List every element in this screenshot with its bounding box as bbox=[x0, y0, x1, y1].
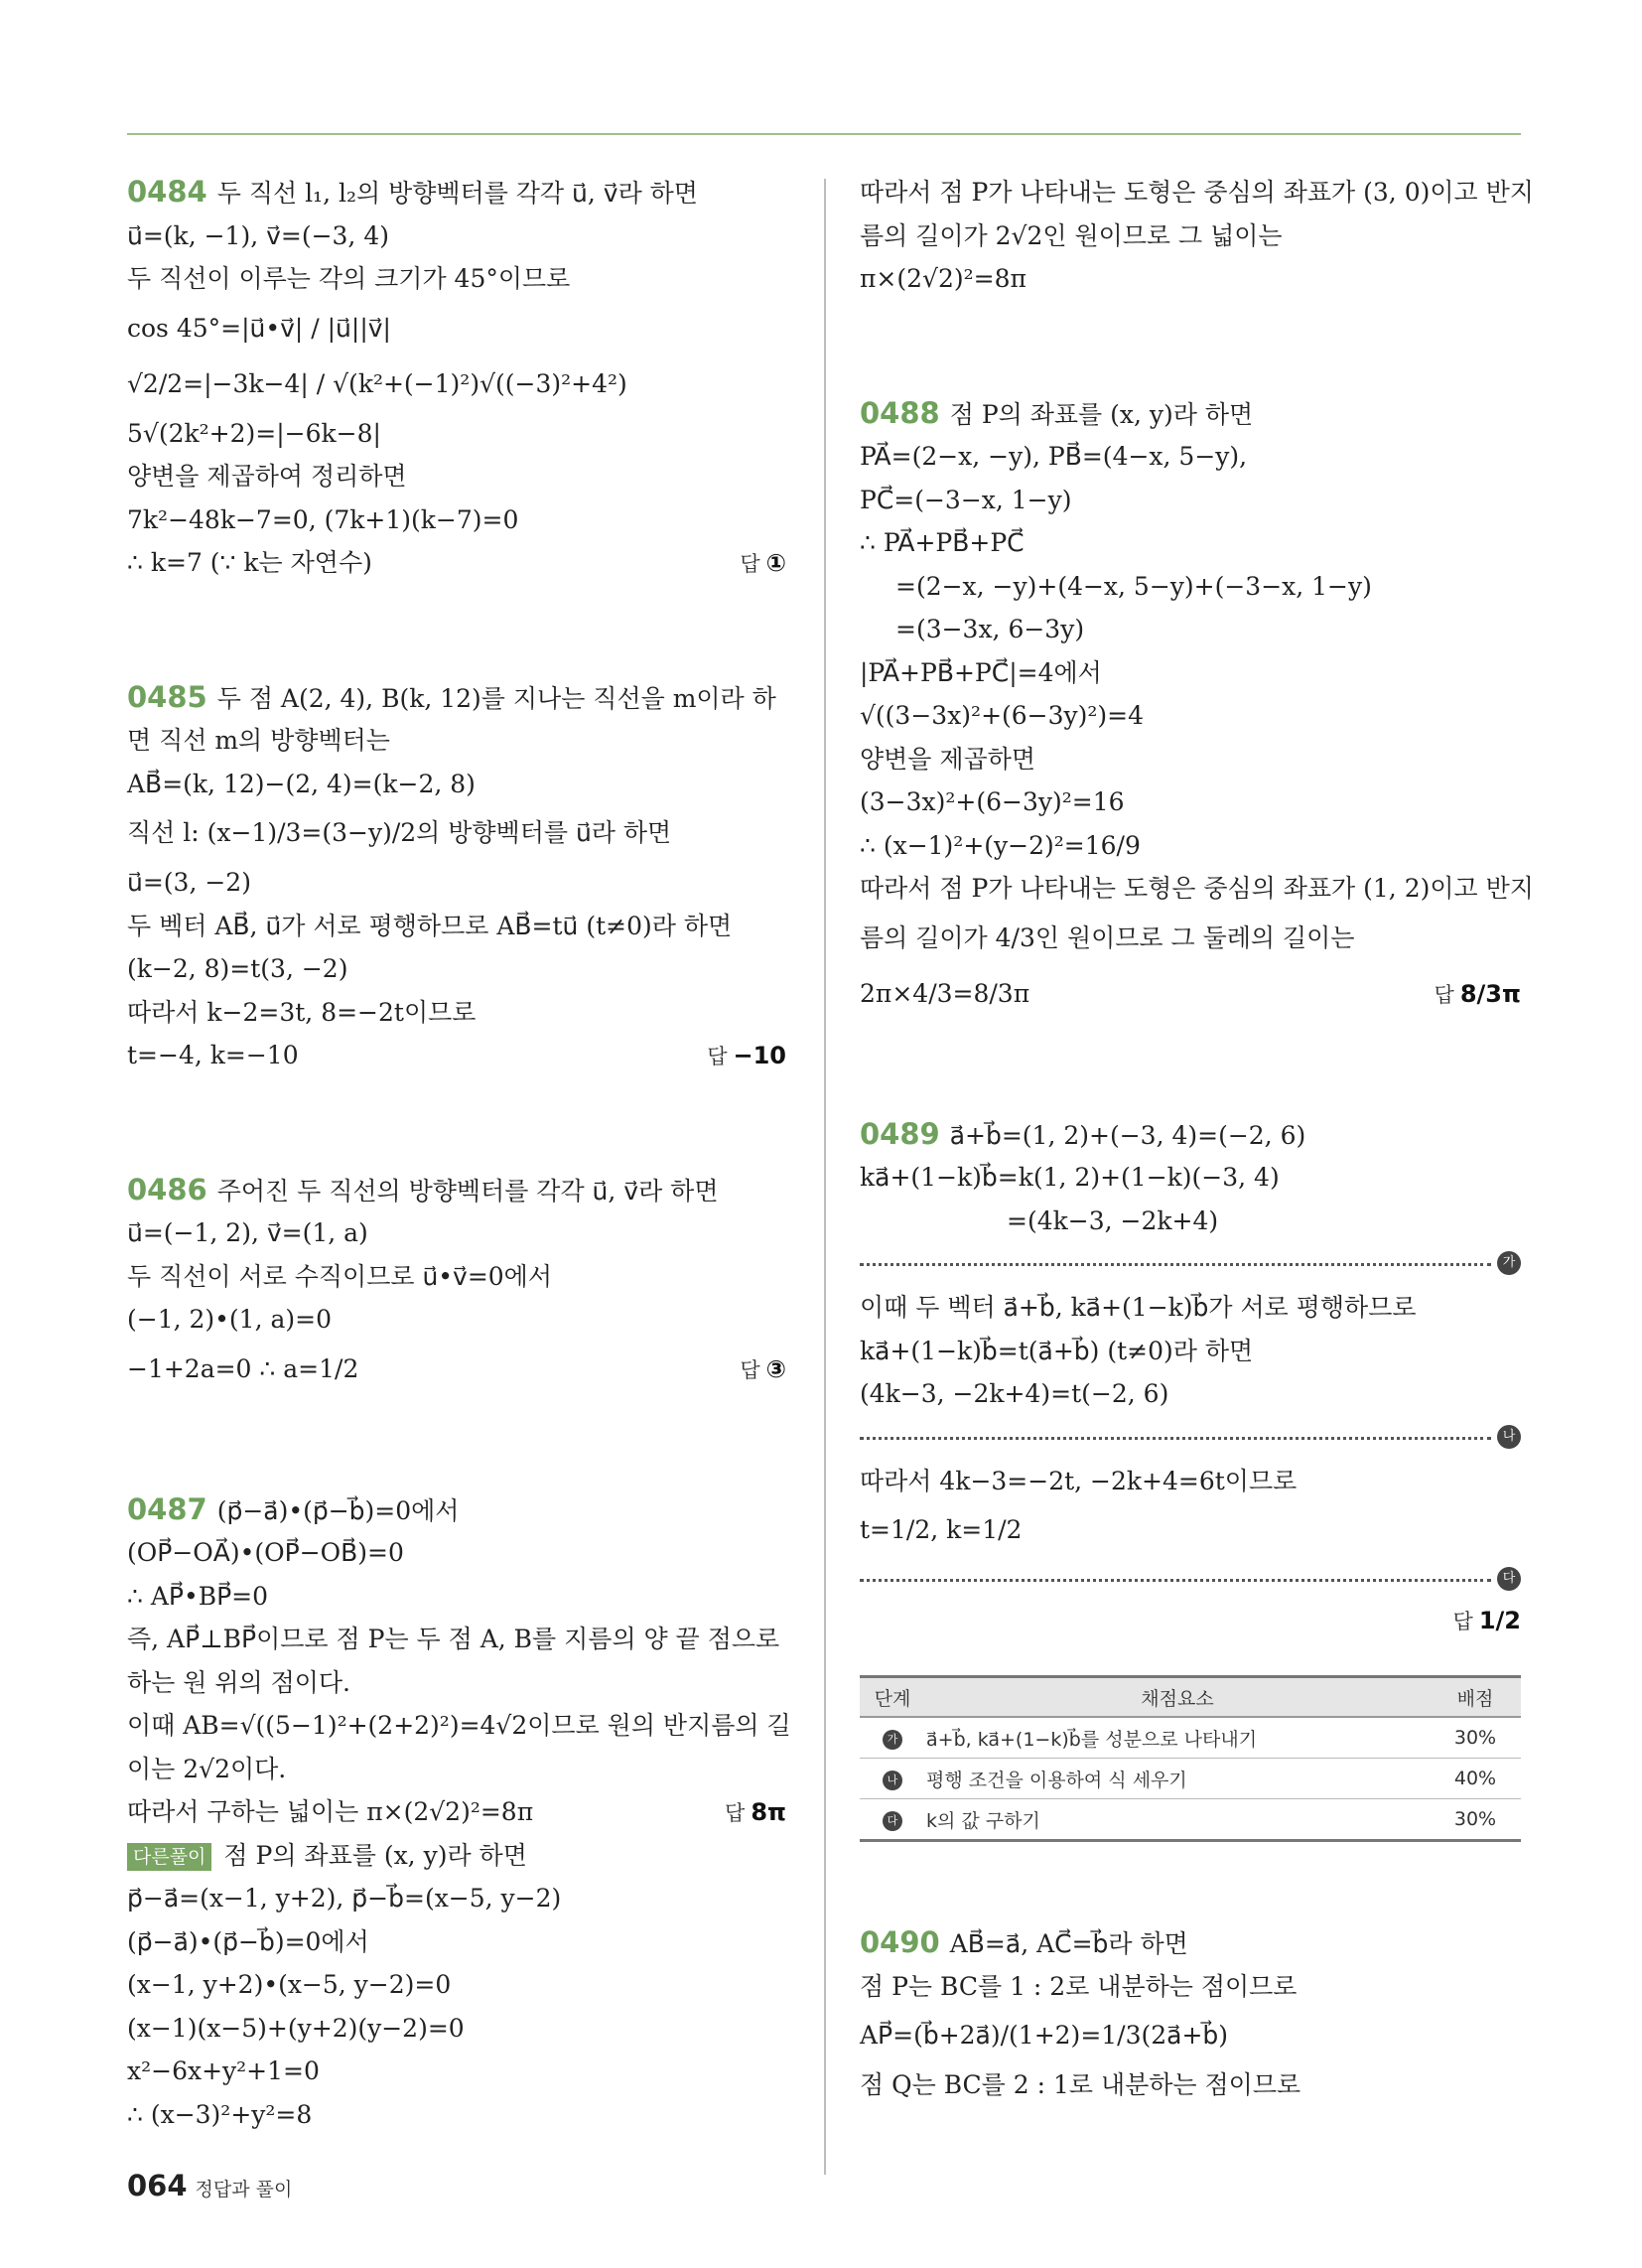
solution-line: (k−2, 8)=t(3, −2) bbox=[127, 954, 348, 983]
table-row bbox=[860, 1759, 1521, 1799]
solution-line: 7k²−48k−7=0, (7k+1)(k−7)=0 bbox=[127, 504, 519, 534]
solution-line: t=−4, k=−10 bbox=[127, 1041, 299, 1069]
solution-line: =(2−x, −y)+(4−x, 5−y)+(−3−x, 1−y) bbox=[895, 571, 1372, 601]
answer-value: 8/3π bbox=[1459, 979, 1521, 1008]
solution-line: (OP⃗−OA⃗)•(OP⃗−OB⃗)=0 bbox=[127, 1538, 404, 1567]
solution-line: 양변을 제곱하면 bbox=[860, 744, 1035, 774]
answer-value: 8π bbox=[751, 1798, 786, 1826]
step-badge: 가 bbox=[883, 1730, 902, 1750]
step-divider bbox=[860, 1242, 1521, 1286]
solution-line: (4k−3, −2k+4)=t(−2, 6) bbox=[860, 1379, 1169, 1408]
solution-line: 이때 두 벡터 a⃗+b⃗, ka⃗+(1−k)b⃗가 서로 평행하므로 bbox=[860, 1293, 1417, 1322]
solution-line: (3−3x)²+(6−3y)²=16 bbox=[860, 787, 1125, 816]
right-column bbox=[860, 171, 1534, 2198]
step-marker-da: 다 bbox=[1497, 1567, 1521, 1591]
top-rule bbox=[127, 133, 1521, 135]
solution-line: (x−1)(x−5)+(y+2)(y−2)=0 bbox=[127, 2013, 465, 2043]
column-divider bbox=[824, 179, 826, 2175]
solution-line: t=1/2, k=1/2 bbox=[860, 1515, 1023, 1544]
answer bbox=[725, 1790, 786, 1836]
solution-line: ∴ PA⃗+PB⃗+PC⃗ bbox=[860, 528, 1025, 557]
solution-line: PA⃗=(2−x, −y), PB⃗=(4−x, 5−y), bbox=[860, 442, 1248, 471]
solution-line: u⃗=(−1, 2), v⃗=(1, a) bbox=[127, 1218, 368, 1247]
problem-0485 bbox=[127, 676, 786, 1077]
solution-line: =(3−3x, 6−3y) bbox=[895, 615, 1085, 643]
step-marker-na: 나 bbox=[1497, 1425, 1521, 1449]
answer-value: 1/2 bbox=[1478, 1607, 1521, 1634]
solution-line: 따라서 구하는 넓이는 π×(2√2)²=8π bbox=[127, 1797, 534, 1826]
solution-line: =(4k−3, −2k+4) bbox=[1007, 1205, 1219, 1235]
problem-number: 0490 bbox=[860, 1925, 940, 1959]
solution-line: PC⃗=(−3−x, 1−y) bbox=[860, 485, 1072, 514]
criteria-cell: 평행 조건을 이용하여 식 세우기 bbox=[925, 1759, 1430, 1799]
solution-line: 두 벡터 AB⃗, u⃗가 서로 평행하므로 AB⃗=tu⃗ (t≠0)라 하면 bbox=[127, 911, 733, 940]
page-footer bbox=[127, 2169, 292, 2202]
solution-line: 두 직선이 이루는 각의 크기가 45°이므로 bbox=[127, 264, 571, 293]
points-cell: 30% bbox=[1430, 1799, 1521, 1841]
solution-line: 따라서 점 P가 나타내는 도형은 중심의 좌표가 (1, 2)이고 반지 bbox=[860, 874, 1534, 903]
answer bbox=[707, 1034, 786, 1079]
answer bbox=[1435, 966, 1521, 1023]
answer-value: ① bbox=[765, 549, 786, 577]
solution-line: ka⃗+(1−k)b⃗=t(a⃗+b⃗) (t≠0)라 하면 bbox=[860, 1336, 1254, 1365]
solution-line: 두 점 A(2, 4), B(k, 12)를 지나는 직선을 m이라 하 bbox=[216, 683, 776, 713]
solution-line: ∴ (x−3)²+y²=8 bbox=[127, 2099, 313, 2129]
solution-line: 면 직선 m의 방향벡터는 bbox=[127, 726, 390, 755]
solution-line: cos 45°=|u⃗•v⃗| / |u⃗||v⃗| bbox=[127, 313, 391, 343]
solution-line: 점 P는 BC를 1 : 2로 내분하는 점이므로 bbox=[860, 1971, 1298, 2001]
problem-number: 0486 bbox=[127, 1172, 207, 1206]
solution-line: −1+2a=0 ∴ a=1/2 bbox=[127, 1353, 359, 1383]
solution-line: ka⃗+(1−k)b⃗=k(1, 2)+(1−k)(−3, 4) bbox=[860, 1163, 1280, 1192]
solution-line: 양변을 제곱하여 정리하면 bbox=[127, 462, 407, 491]
problem-0488 bbox=[860, 392, 1534, 1022]
solution-line: 이때 AB=√((5−1)²+(2+2)²)=4√2이므로 원의 반지름의 길 bbox=[127, 1711, 791, 1740]
header-points: 배점 bbox=[1456, 1687, 1494, 1710]
solution-line: (x−1, y+2)•(x−5, y−2)=0 bbox=[127, 1970, 452, 1999]
table-header-row bbox=[860, 1677, 1521, 1718]
solution-line: 따라서 k−2=3t, 8=−2t이므로 bbox=[127, 997, 477, 1027]
header-criteria: 채점요소 bbox=[1141, 1687, 1214, 1710]
solution-line: 따라서 점 P가 나타내는 도형은 중심의 좌표가 (3, 0)이고 반지 bbox=[860, 178, 1534, 207]
solution-line: √2/2=|−3k−4| / √(k²+(−1)²)√((−3)²+4²) bbox=[127, 368, 627, 398]
problem-number: 0487 bbox=[127, 1491, 207, 1526]
solution-line: |PA⃗+PB⃗+PC⃗|=4에서 bbox=[860, 657, 1102, 687]
page-number: 064 bbox=[127, 2169, 188, 2202]
solution-line: (−1, 2)•(1, a)=0 bbox=[127, 1305, 332, 1334]
solution-line: 2π×4/3=8/3π bbox=[860, 978, 1030, 1008]
footer-title: 정답과 풀이 bbox=[195, 2179, 293, 2200]
answer-label: 답 bbox=[1434, 982, 1454, 1007]
answer-value: ③ bbox=[765, 1354, 786, 1383]
step-divider bbox=[860, 1558, 1521, 1602]
answer-label: 답 bbox=[707, 1045, 728, 1068]
answer bbox=[740, 1342, 786, 1398]
step-marker-ga: 가 bbox=[1497, 1251, 1521, 1275]
solution-line: ∴ AP⃗•BP⃗=0 bbox=[127, 1581, 269, 1611]
criteria-cell: k의 값 구하기 bbox=[925, 1799, 1430, 1841]
answer-row bbox=[860, 1602, 1521, 1661]
problem-0487-continued bbox=[860, 171, 1534, 301]
solution-line: 따라서 4k−3=−2t, −2k+4=6t이므로 bbox=[860, 1466, 1298, 1495]
solution-line: 5√(2k²+2)=|−6k−8| bbox=[127, 418, 381, 448]
solution-line: u⃗=(3, −2) bbox=[127, 868, 251, 897]
solution-line: 점 P의 좌표를 (x, y)라 하면 bbox=[949, 399, 1254, 429]
step-badge: 다 bbox=[883, 1811, 902, 1831]
solution-line: 하는 원 위의 점이다. bbox=[127, 1667, 350, 1697]
solution-line: √((3−3x)²+(6−3y)²)=4 bbox=[860, 701, 1145, 730]
solution-line: a⃗+b⃗=(1, 2)+(−3, 4)=(−2, 6) bbox=[949, 1120, 1306, 1150]
solution-line: 주어진 두 직선의 방향벡터를 각각 u⃗, v⃗라 하면 bbox=[216, 1176, 719, 1205]
solution-line: (p⃗−a⃗)•(p⃗−b⃗)=0에서 bbox=[127, 1926, 369, 1956]
left-column bbox=[127, 171, 791, 2227]
scoring-table bbox=[860, 1675, 1521, 1842]
header-step: 단계 bbox=[874, 1687, 911, 1710]
solution-line: u⃗=(k, −1), v⃗=(−3, 4) bbox=[127, 220, 389, 250]
problem-number: 0488 bbox=[860, 395, 940, 430]
solution-line: 점 P의 좌표를 (x, y)라 하면 bbox=[223, 1840, 527, 1870]
answer-label: 답 bbox=[740, 552, 760, 576]
solution-line: ∴ (x−1)²+(y−2)²=16/9 bbox=[860, 830, 1141, 860]
problem-0487 bbox=[127, 1488, 791, 2137]
table-row bbox=[860, 1717, 1521, 1759]
answer bbox=[740, 541, 786, 587]
solution-line: 두 직선 l₁, l₂의 방향벡터를 각각 u⃗, v⃗라 하면 bbox=[216, 179, 698, 208]
problem-0486 bbox=[127, 1169, 786, 1397]
solution-line: 점 Q는 BC를 2 : 1로 내분하는 점이므로 bbox=[860, 2070, 1301, 2099]
answer-value: −10 bbox=[733, 1042, 786, 1069]
answer bbox=[1453, 1606, 1521, 1635]
solution-line: ∴ k=7 (∵ k는 자연수) bbox=[127, 548, 372, 577]
solution-line: x²−6x+y²+1=0 bbox=[127, 2056, 320, 2085]
solution-line: (p⃗−a⃗)•(p⃗−b⃗)=0에서 bbox=[216, 1495, 460, 1525]
step-badge: 나 bbox=[883, 1771, 902, 1790]
solution-line: 름의 길이가 4/3인 원이므로 그 둘레의 길이는 bbox=[860, 922, 1355, 952]
table-row bbox=[860, 1799, 1521, 1841]
solution-line: 즉, AP⃗⊥BP⃗이므로 점 P는 두 점 A, B를 지름의 양 끝 점으로 bbox=[127, 1625, 780, 1653]
solution-line: 직선 l: (x−1)/3=(3−y)/2의 방향벡터를 u⃗라 하면 bbox=[127, 818, 672, 847]
solution-line: AB⃗=a⃗, AC⃗=b⃗라 하면 bbox=[949, 1929, 1188, 1958]
problem-number: 0484 bbox=[127, 175, 207, 209]
problem-0490 bbox=[860, 1921, 1521, 2107]
solution-line: AP⃗=(b⃗+2a⃗)/(1+2)=1/3(2a⃗+b⃗) bbox=[860, 2021, 1229, 2050]
points-cell: 30% bbox=[1430, 1717, 1521, 1759]
step-divider bbox=[860, 1416, 1521, 1460]
answer-label: 답 bbox=[740, 1357, 760, 1382]
solution-line: 름의 길이가 2√2인 원이므로 그 넓이는 bbox=[860, 220, 1283, 250]
solution-line: 두 직선이 서로 수직이므로 u⃗•v⃗=0에서 bbox=[127, 1261, 552, 1291]
answer-label: 답 bbox=[1452, 1610, 1473, 1633]
answer-label: 답 bbox=[725, 1801, 746, 1825]
problem-0484 bbox=[127, 171, 786, 585]
problem-0489 bbox=[860, 1113, 1521, 1843]
solution-line: 이는 2√2이다. bbox=[127, 1754, 287, 1783]
solution-line: π×(2√2)²=8π bbox=[860, 264, 1026, 293]
problem-number: 0485 bbox=[127, 679, 207, 714]
solution-line: p⃗−a⃗=(x−1, y+2), p⃗−b⃗=(x−5, y−2) bbox=[127, 1884, 562, 1913]
solution-line: AB⃗=(k, 12)−(2, 4)=(k−2, 8) bbox=[127, 769, 476, 798]
criteria-cell: a⃗+b⃗, ka⃗+(1−k)b⃗를 성분으로 나타내기 bbox=[925, 1717, 1430, 1759]
problem-number: 0489 bbox=[860, 1116, 940, 1151]
alternative-solution-badge: 다른풀이 bbox=[127, 1843, 211, 1871]
points-cell: 40% bbox=[1430, 1759, 1521, 1799]
